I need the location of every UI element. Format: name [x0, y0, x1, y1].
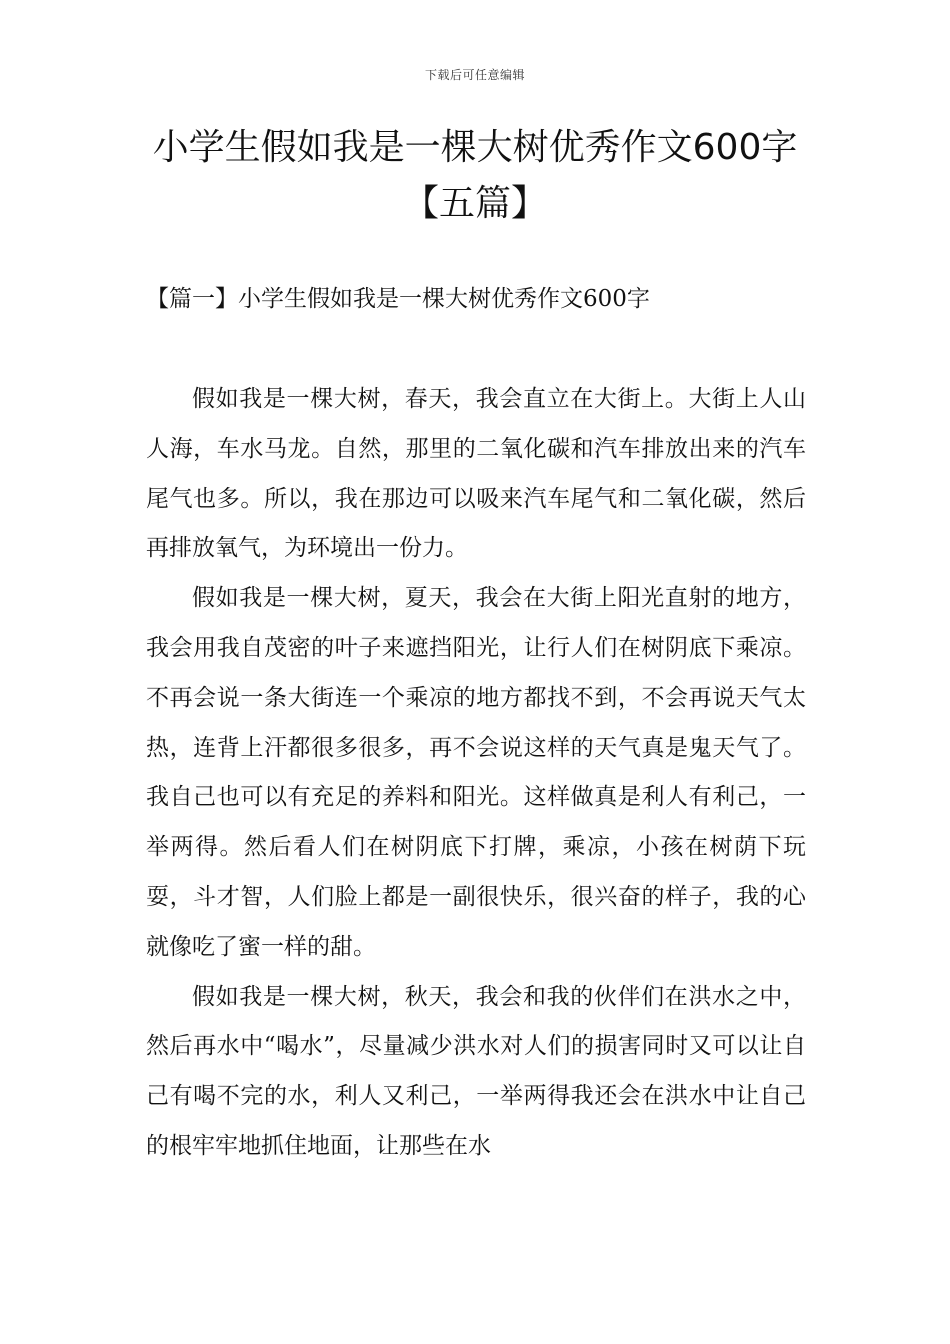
article-body [146, 375, 806, 1172]
paragraph: 假如我是一棵大树，夏天，我会在大街上阳光直射的地方，我会用我自茂密的叶子来遮挡阳光，让行人们在树阴底下乘凉。不再会说一条大街连一个乘凉的地方都找不到，不会再说天气太热，连背上汗都很多很多，再不会说这样的天气真是鬼天气了。我自己也可以有充足的养料和阳光。这样做真是利人有利己，一举两得。然后看人们在树阴底下打牌，乘凉，小孩在树荫下玩耍，斗才智，人们脸上都是一副很快乐，很兴奋的样子，我的心就像吃了蜜一样的甜。 [146, 585, 806, 960]
paragraph: 假如我是一棵大树，秋天，我会和我的伙伴们在洪水之中，然后再水中“喝水”，尽量减少洪水对人们的损害同时又可以让自己有喝不完的水，利人又利己，一举两得我还会在洪水中让自己的根牢牢地抓住地面，让那些在水 [146, 983, 806, 1159]
paragraph: 假如我是一棵大树，春天，我会直立在大街上。大街上人山人海，车水马龙。自然，那里的二氧化碳和汽车排放出来的汽车尾气也多。所以，我在那边可以吸来汽车尾气和二氧化碳，然后再排放氧气，为环境出一份力。 [146, 386, 806, 562]
header-note: 下载后可任意编辑 [424, 68, 525, 82]
section-heading: 【篇一】小学生假如我是一棵大树优秀作文600字 [146, 286, 650, 312]
document-title: 小学生假如我是一棵大树优秀作文600字【五篇】 [152, 127, 798, 224]
